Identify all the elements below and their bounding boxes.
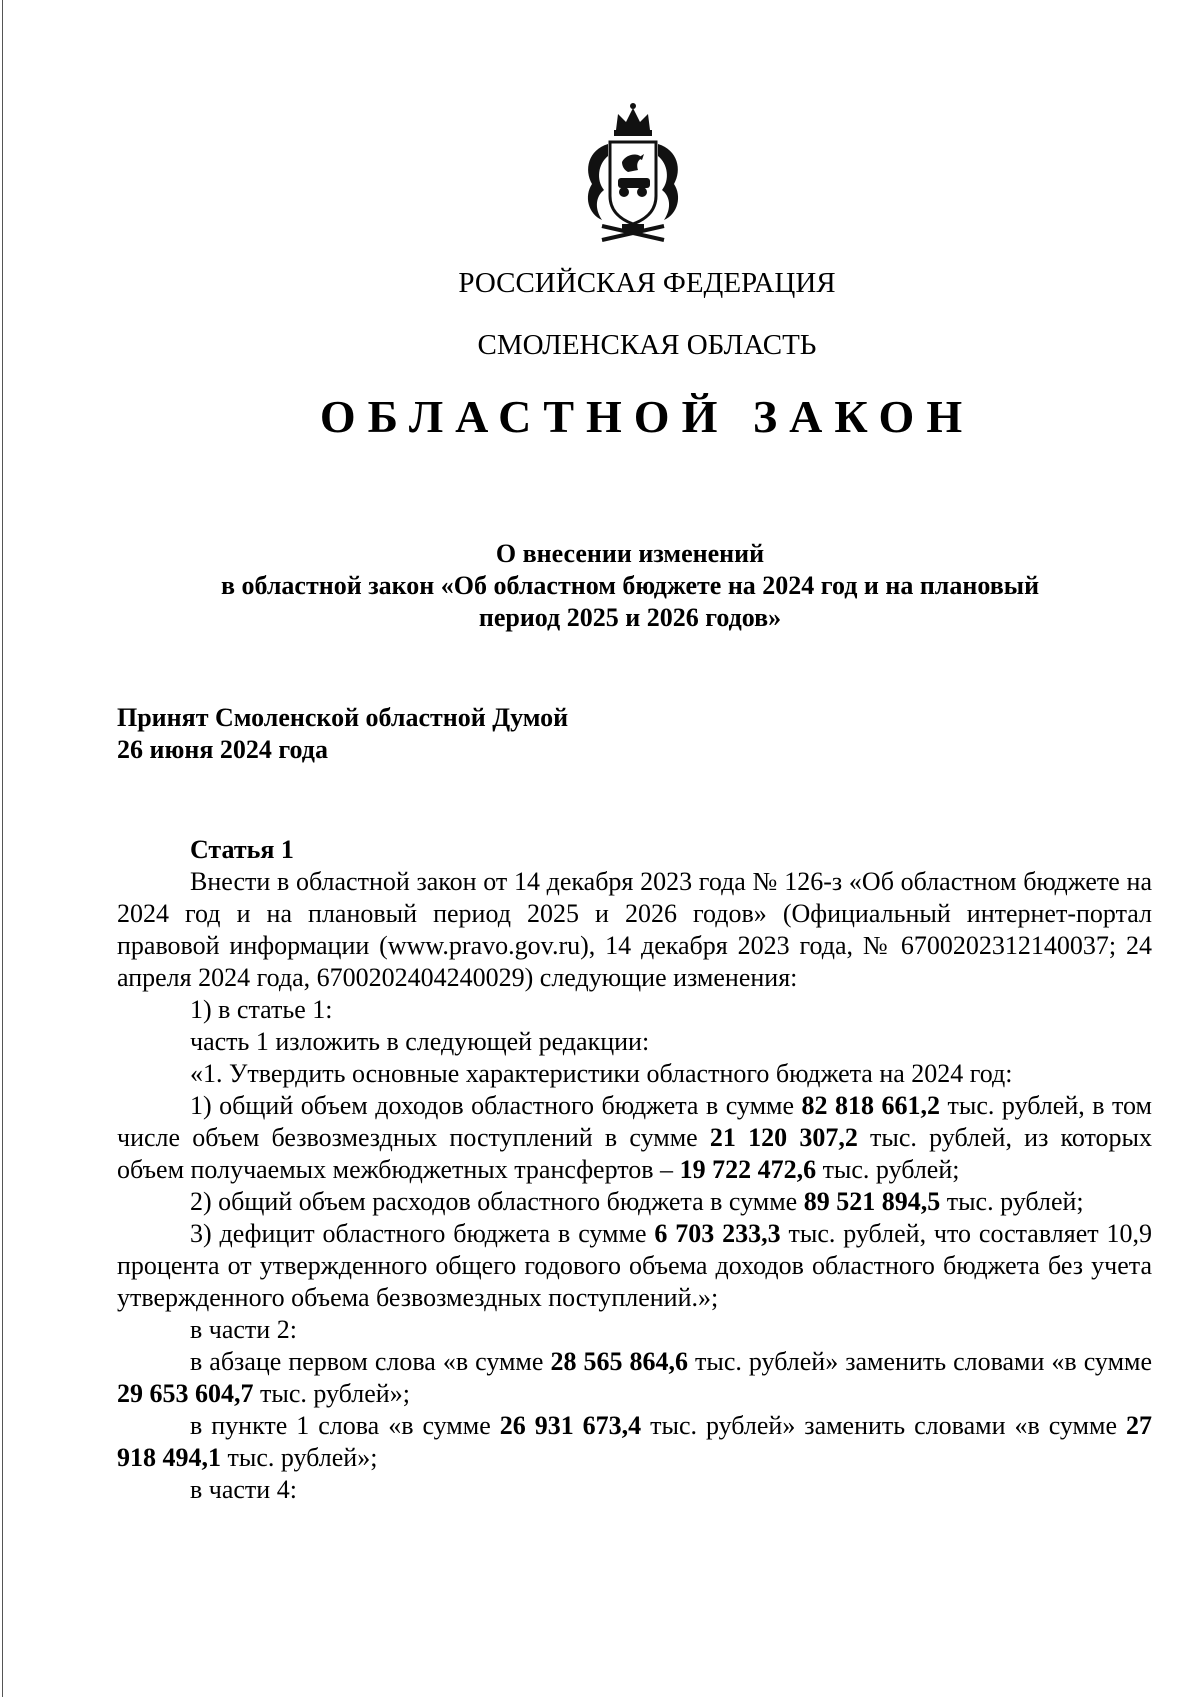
law-title <box>120 538 1140 634</box>
text-run: 2) общий объем расходов областного бюджета в сумме <box>190 1187 804 1216</box>
amount: 26 931 673,4 <box>499 1411 642 1440</box>
region-heading: СМОЛЕНСКАЯ ОБЛАСТЬ <box>477 329 817 361</box>
smolensk-coat-of-arms <box>578 100 688 246</box>
law-title-line: О внесении изменений <box>495 539 765 568</box>
law-title-line: период 2025 и 2026 годов» <box>478 603 782 632</box>
text-run: тыс. рублей, из которых объем получаемых межбюджетных трансфертов – <box>117 1123 1153 1184</box>
text-run: тыс. рублей» заменить словами «в сумме <box>641 1411 1126 1440</box>
paragraph: «1. Утвердить основные характеристики областного бюджета на 2024 год: <box>190 1059 1013 1088</box>
adoption-block <box>117 702 568 766</box>
amount: 89 521 894,5 <box>803 1187 941 1216</box>
law-body <box>117 834 1152 1506</box>
text-run: 3) дефицит областного бюджета в сумме <box>190 1219 655 1248</box>
text-run: 1) общий объем доходов областного бюджета в сумме <box>190 1091 802 1120</box>
law-title-line: в областной закон «Об областном бюджете на 2024 год и на плановый <box>220 571 1040 600</box>
text-run: тыс. рублей»; <box>221 1443 378 1472</box>
paragraph-expenses <box>117 1186 1152 1218</box>
text-run: тыс. рублей; <box>940 1187 1084 1216</box>
text-run: тыс. рублей, что составляет 10,9 процента от утвержденного общего годового объема доходов областного бюджета без учета утвержденного объема безвозмездных поступлений.»; <box>117 1219 1152 1312</box>
paragraph-amendment <box>117 1410 1152 1474</box>
article-heading: Статья 1 <box>190 835 294 864</box>
text-run: тыс. рублей»; <box>253 1379 410 1408</box>
paragraph: Внести в областной закон от 14 декабря 2023 года № 126-з «Об областном бюджете на 2024 год и на плановый период 2025 и 2026 годов» (Официальный интернет-портал правовой информации (www.pravo.gov.ru), 14 декабря 2023 года, № 6700202312140037; 24 апреля 2024 года, 6700202404240029) следующие изменения: <box>117 867 1152 992</box>
country-heading: РОССИЙСКАЯ ФЕДЕРАЦИЯ <box>458 267 836 299</box>
amount: 27 918 494,1 <box>117 1411 1152 1472</box>
paragraph: 1) в статье 1: <box>190 995 333 1024</box>
adoption-date: 26 июня 2024 года <box>117 735 328 764</box>
amount: 21 120 307,2 <box>709 1123 858 1152</box>
paragraph-deficit <box>117 1218 1152 1314</box>
scan-edge-line <box>2 0 3 1697</box>
document-type-heading: ОБЛАСТНОЙ ЗАКОН <box>319 391 975 442</box>
amount: 28 565 864,6 <box>550 1347 688 1376</box>
text-run: в пункте 1 слова «в сумме <box>190 1411 500 1440</box>
paragraph-revenues <box>117 1090 1152 1186</box>
paragraph: в части 4: <box>190 1475 297 1504</box>
amount: 6 703 233,3 <box>654 1219 781 1248</box>
paragraph: часть 1 изложить в следующей редакции: <box>190 1027 650 1056</box>
text-run: тыс. рублей» заменить словами «в сумме <box>687 1347 1153 1376</box>
adoption-authority: Принят Смоленской областной Думой <box>117 703 569 732</box>
amount: 82 818 661,2 <box>801 1091 941 1120</box>
paragraph-amendment <box>117 1346 1152 1410</box>
amount: 29 653 604,7 <box>117 1379 254 1408</box>
text-run: тыс. рублей; <box>816 1155 960 1184</box>
text-run: в абзаце первом слова «в сумме <box>190 1347 551 1376</box>
amount: 19 722 472,6 <box>679 1155 817 1184</box>
paragraph: в части 2: <box>190 1315 297 1344</box>
text-run: тыс. рублей, в том числе объем безвозмездных поступлений в сумме <box>117 1091 1152 1152</box>
